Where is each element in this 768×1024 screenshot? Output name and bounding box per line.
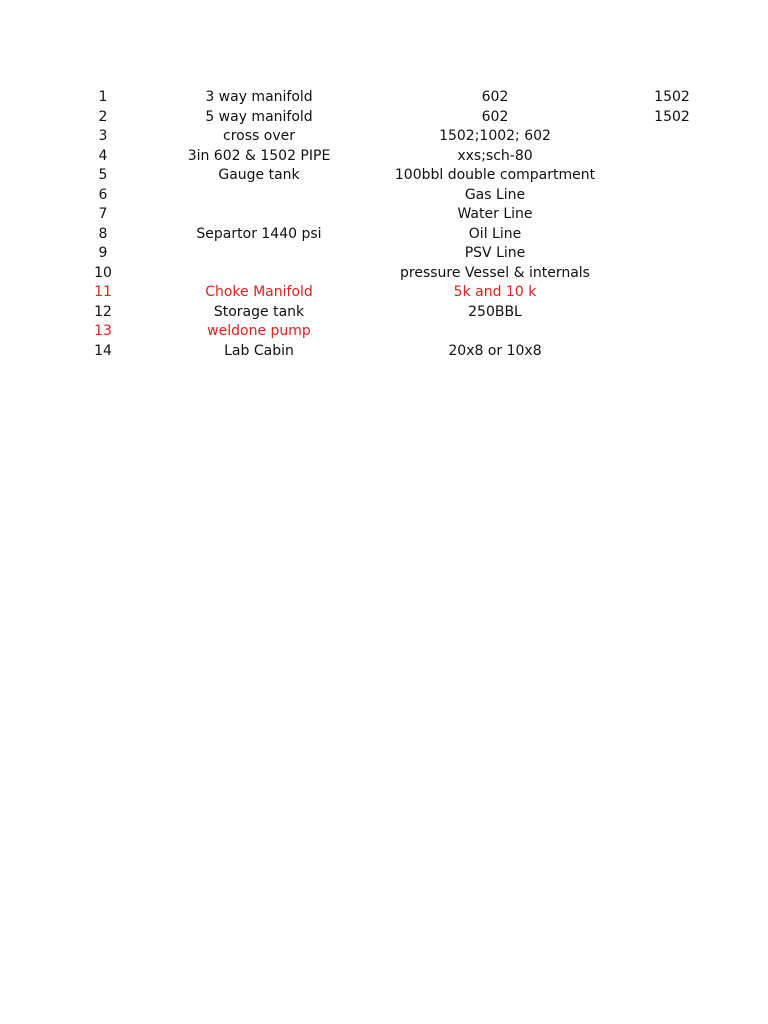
row-number: 13	[94, 323, 112, 339]
table-row	[0, 205, 768, 225]
row-number: 5	[98, 167, 108, 183]
item-spec: 250BBL	[468, 303, 522, 320]
item-spec: Water Line	[457, 206, 533, 222]
item-extra: 1502	[654, 108, 690, 125]
item-spec: xxs;sch-80	[457, 147, 533, 164]
item-spec: 602	[481, 108, 509, 125]
item-extra: 1502	[654, 89, 690, 105]
item-name: Lab Cabin	[224, 342, 294, 359]
table-row	[0, 147, 768, 167]
row-number: 14	[94, 342, 112, 359]
row-number: 8	[98, 225, 108, 242]
equipment-sheet	[0, 88, 768, 361]
item-spec: PSV Line	[464, 245, 526, 261]
row-number: 11	[94, 284, 112, 300]
table-row	[0, 225, 768, 245]
table-row	[0, 322, 768, 342]
table-row	[0, 244, 768, 264]
item-spec: 1502;1002; 602	[439, 128, 551, 144]
table-row	[0, 127, 768, 147]
table-row	[0, 303, 768, 323]
item-name: weldone pump	[207, 323, 311, 339]
item-name: Storage tank	[213, 303, 305, 320]
item-spec: 20x8 or 10x8	[448, 342, 542, 359]
table-row	[0, 108, 768, 128]
table-row	[0, 283, 768, 303]
item-spec: Gas Line	[464, 186, 526, 203]
item-name: 5 way manifold	[205, 108, 313, 125]
table-row	[0, 186, 768, 206]
item-spec: Oil Line	[468, 225, 522, 242]
row-number: 3	[98, 128, 108, 144]
item-name: Separtor 1440 psi	[196, 225, 322, 242]
row-number: 7	[98, 206, 108, 222]
row-number: 1	[98, 89, 108, 105]
row-number: 6	[98, 186, 108, 203]
row-number: 4	[98, 147, 108, 164]
item-name: Choke Manifold	[205, 284, 313, 300]
row-number: 2	[98, 108, 108, 125]
item-name: cross over	[223, 128, 295, 144]
table-row	[0, 166, 768, 186]
row-number: 10	[94, 264, 112, 281]
item-name: 3in 602 & 1502 PIPE	[187, 147, 331, 164]
item-spec: 100bbl double compartment	[394, 167, 596, 183]
item-spec: pressure Vessel & internals	[400, 264, 590, 281]
item-spec: 602	[481, 89, 509, 105]
row-number: 9	[98, 245, 108, 261]
item-name: 3 way manifold	[205, 89, 313, 105]
item-name: Gauge tank	[218, 167, 300, 183]
item-spec: 5k and 10 k	[453, 284, 537, 300]
row-number: 12	[94, 303, 112, 320]
table-row	[0, 342, 768, 362]
table-row	[0, 264, 768, 284]
table-row	[0, 88, 768, 108]
